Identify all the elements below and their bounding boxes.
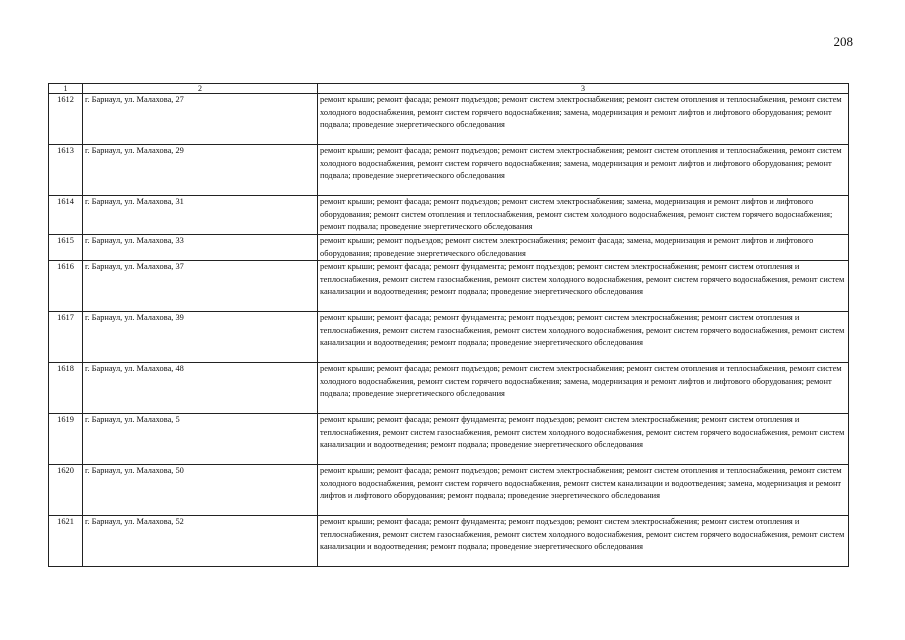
row-works: ремонт крыши; ремонт фасада; ремонт подъездов; ремонт систем электроснабжения; ремонт систем отопления и теплоснабжения, ремонт систем холодного водоснабжения, ремонт систем горячего водоснабжения, ремонт систем канализации и водоотведения; замена, модернизация и ремонт лифтов и лифтового оборудования; ремонт подвала; проведение энергетического обследования [318, 465, 849, 516]
table-row [49, 363, 849, 414]
row-works: ремонт крыши; ремонт фасада; ремонт подъездов; ремонт систем электроснабжения; ремонт систем отопления и теплоснабжения, ремонт систем холодного водоснабжения, ремонт систем горячего водоснабжения; замена, модернизация и ремонт лифтов и лифтового оборудования; ремонт подвала; проведение энергетического обследования [318, 363, 849, 414]
row-number: 1620 [49, 465, 83, 516]
row-address: г. Барнаул, ул. Малахова, 39 [83, 312, 318, 363]
row-address: г. Барнаул, ул. Малахова, 50 [83, 465, 318, 516]
row-address: г. Барнаул, ул. Малахова, 37 [83, 261, 318, 312]
row-number: 1614 [49, 196, 83, 235]
row-works: ремонт крыши; ремонт фасада; ремонт фундамента; ремонт подъездов; ремонт систем электроснабжения; ремонт систем отопления и теплоснабжения, ремонт систем газоснабжения, ремонт систем холодного водоснабжения, ремонт систем горячего водоснабжения, ремонт систем канализации и водоотведения; ремонт подвала; проведение энергетического обследования [318, 261, 849, 312]
table-row [49, 261, 849, 312]
row-address: г. Барнаул, ул. Малахова, 29 [83, 145, 318, 196]
row-works: ремонт крыши; ремонт фасада; ремонт фундамента; ремонт подъездов; ремонт систем электроснабжения; ремонт систем отопления и теплоснабжения, ремонт систем газоснабжения, ремонт систем холодного водоснабжения, ремонт систем горячего водоснабжения, ремонт систем канализации и водоотведения; ремонт подвала; проведение энергетического обследования [318, 516, 849, 567]
row-address: г. Барнаул, ул. Малахова, 33 [83, 235, 318, 261]
header-cell-address: 2 [83, 84, 318, 94]
table-row [49, 414, 849, 465]
row-number: 1616 [49, 261, 83, 312]
row-number: 1615 [49, 235, 83, 261]
header-cell-number: 1 [49, 84, 83, 94]
row-address: г. Барнаул, ул. Малахова, 27 [83, 94, 318, 145]
table-row [49, 516, 849, 567]
row-number: 1619 [49, 414, 83, 465]
table-row [49, 312, 849, 363]
row-works: ремонт крыши; ремонт фасада; ремонт фундамента; ремонт подъездов; ремонт систем электроснабжения; ремонт систем отопления и теплоснабжения, ремонт систем газоснабжения, ремонт систем холодного водоснабжения, ремонт систем горячего водоснабжения, ремонт систем канализации и водоотведения; ремонт подвала; проведение энергетического обследования [318, 414, 849, 465]
row-address: г. Барнаул, ул. Малахова, 52 [83, 516, 318, 567]
table-row [49, 145, 849, 196]
row-number: 1617 [49, 312, 83, 363]
row-address: г. Барнаул, ул. Малахова, 48 [83, 363, 318, 414]
row-works: ремонт крыши; ремонт фасада; ремонт подъездов; ремонт систем электроснабжения; ремонт систем отопления и теплоснабжения, ремонт систем холодного водоснабжения, ремонт систем горячего водоснабжения; замена, модернизация и ремонт лифтов и лифтового оборудования; ремонт подвала; проведение энергетического обследования [318, 145, 849, 196]
row-number: 1612 [49, 94, 83, 145]
row-works: ремонт крыши; ремонт фасада; ремонт подъездов; ремонт систем электроснабжения; ремонт систем отопления и теплоснабжения, ремонт систем холодного водоснабжения, ремонт систем горячего водоснабжения; замена, модернизация и ремонт лифтов и лифтового оборудования; ремонт подвала; проведение энергетического обследования [318, 94, 849, 145]
row-number: 1621 [49, 516, 83, 567]
row-address: г. Барнаул, ул. Малахова, 31 [83, 196, 318, 235]
row-number: 1613 [49, 145, 83, 196]
table-row [49, 465, 849, 516]
header-row [49, 84, 849, 94]
table-row [49, 196, 849, 235]
row-address: г. Барнаул, ул. Малахова, 5 [83, 414, 318, 465]
table-row [49, 235, 849, 261]
row-works: ремонт крыши; ремонт фасада; ремонт фундамента; ремонт подъездов; ремонт систем электроснабжения; ремонт систем отопления и теплоснабжения, ремонт систем газоснабжения, ремонт систем холодного водоснабжения, ремонт систем горячего водоснабжения, ремонт систем канализации и водоотведения; ремонт подвала; проведение энергетического обследования [318, 312, 849, 363]
page-number: 208 [833, 34, 853, 49]
row-number: 1618 [49, 363, 83, 414]
works-table [48, 83, 849, 567]
table-row [49, 94, 849, 145]
header-cell-works: 3 [318, 84, 849, 94]
row-works: ремонт крыши; ремонт подъездов; ремонт систем электроснабжения; ремонт фасада; замена, модернизация и ремонт лифтов и лифтового оборудования; проведение энергетического обследования [318, 235, 849, 261]
row-works: ремонт крыши; ремонт фасада; ремонт подъездов; ремонт систем электроснабжения; замена, модернизация и ремонт лифтов и лифтового оборудования; ремонт систем отопления и теплоснабжения, ремонт систем холодного водоснабжения, ремонт систем горячего водоснабжения; ремонт подвала; проведение энергетического обследования [318, 196, 849, 235]
